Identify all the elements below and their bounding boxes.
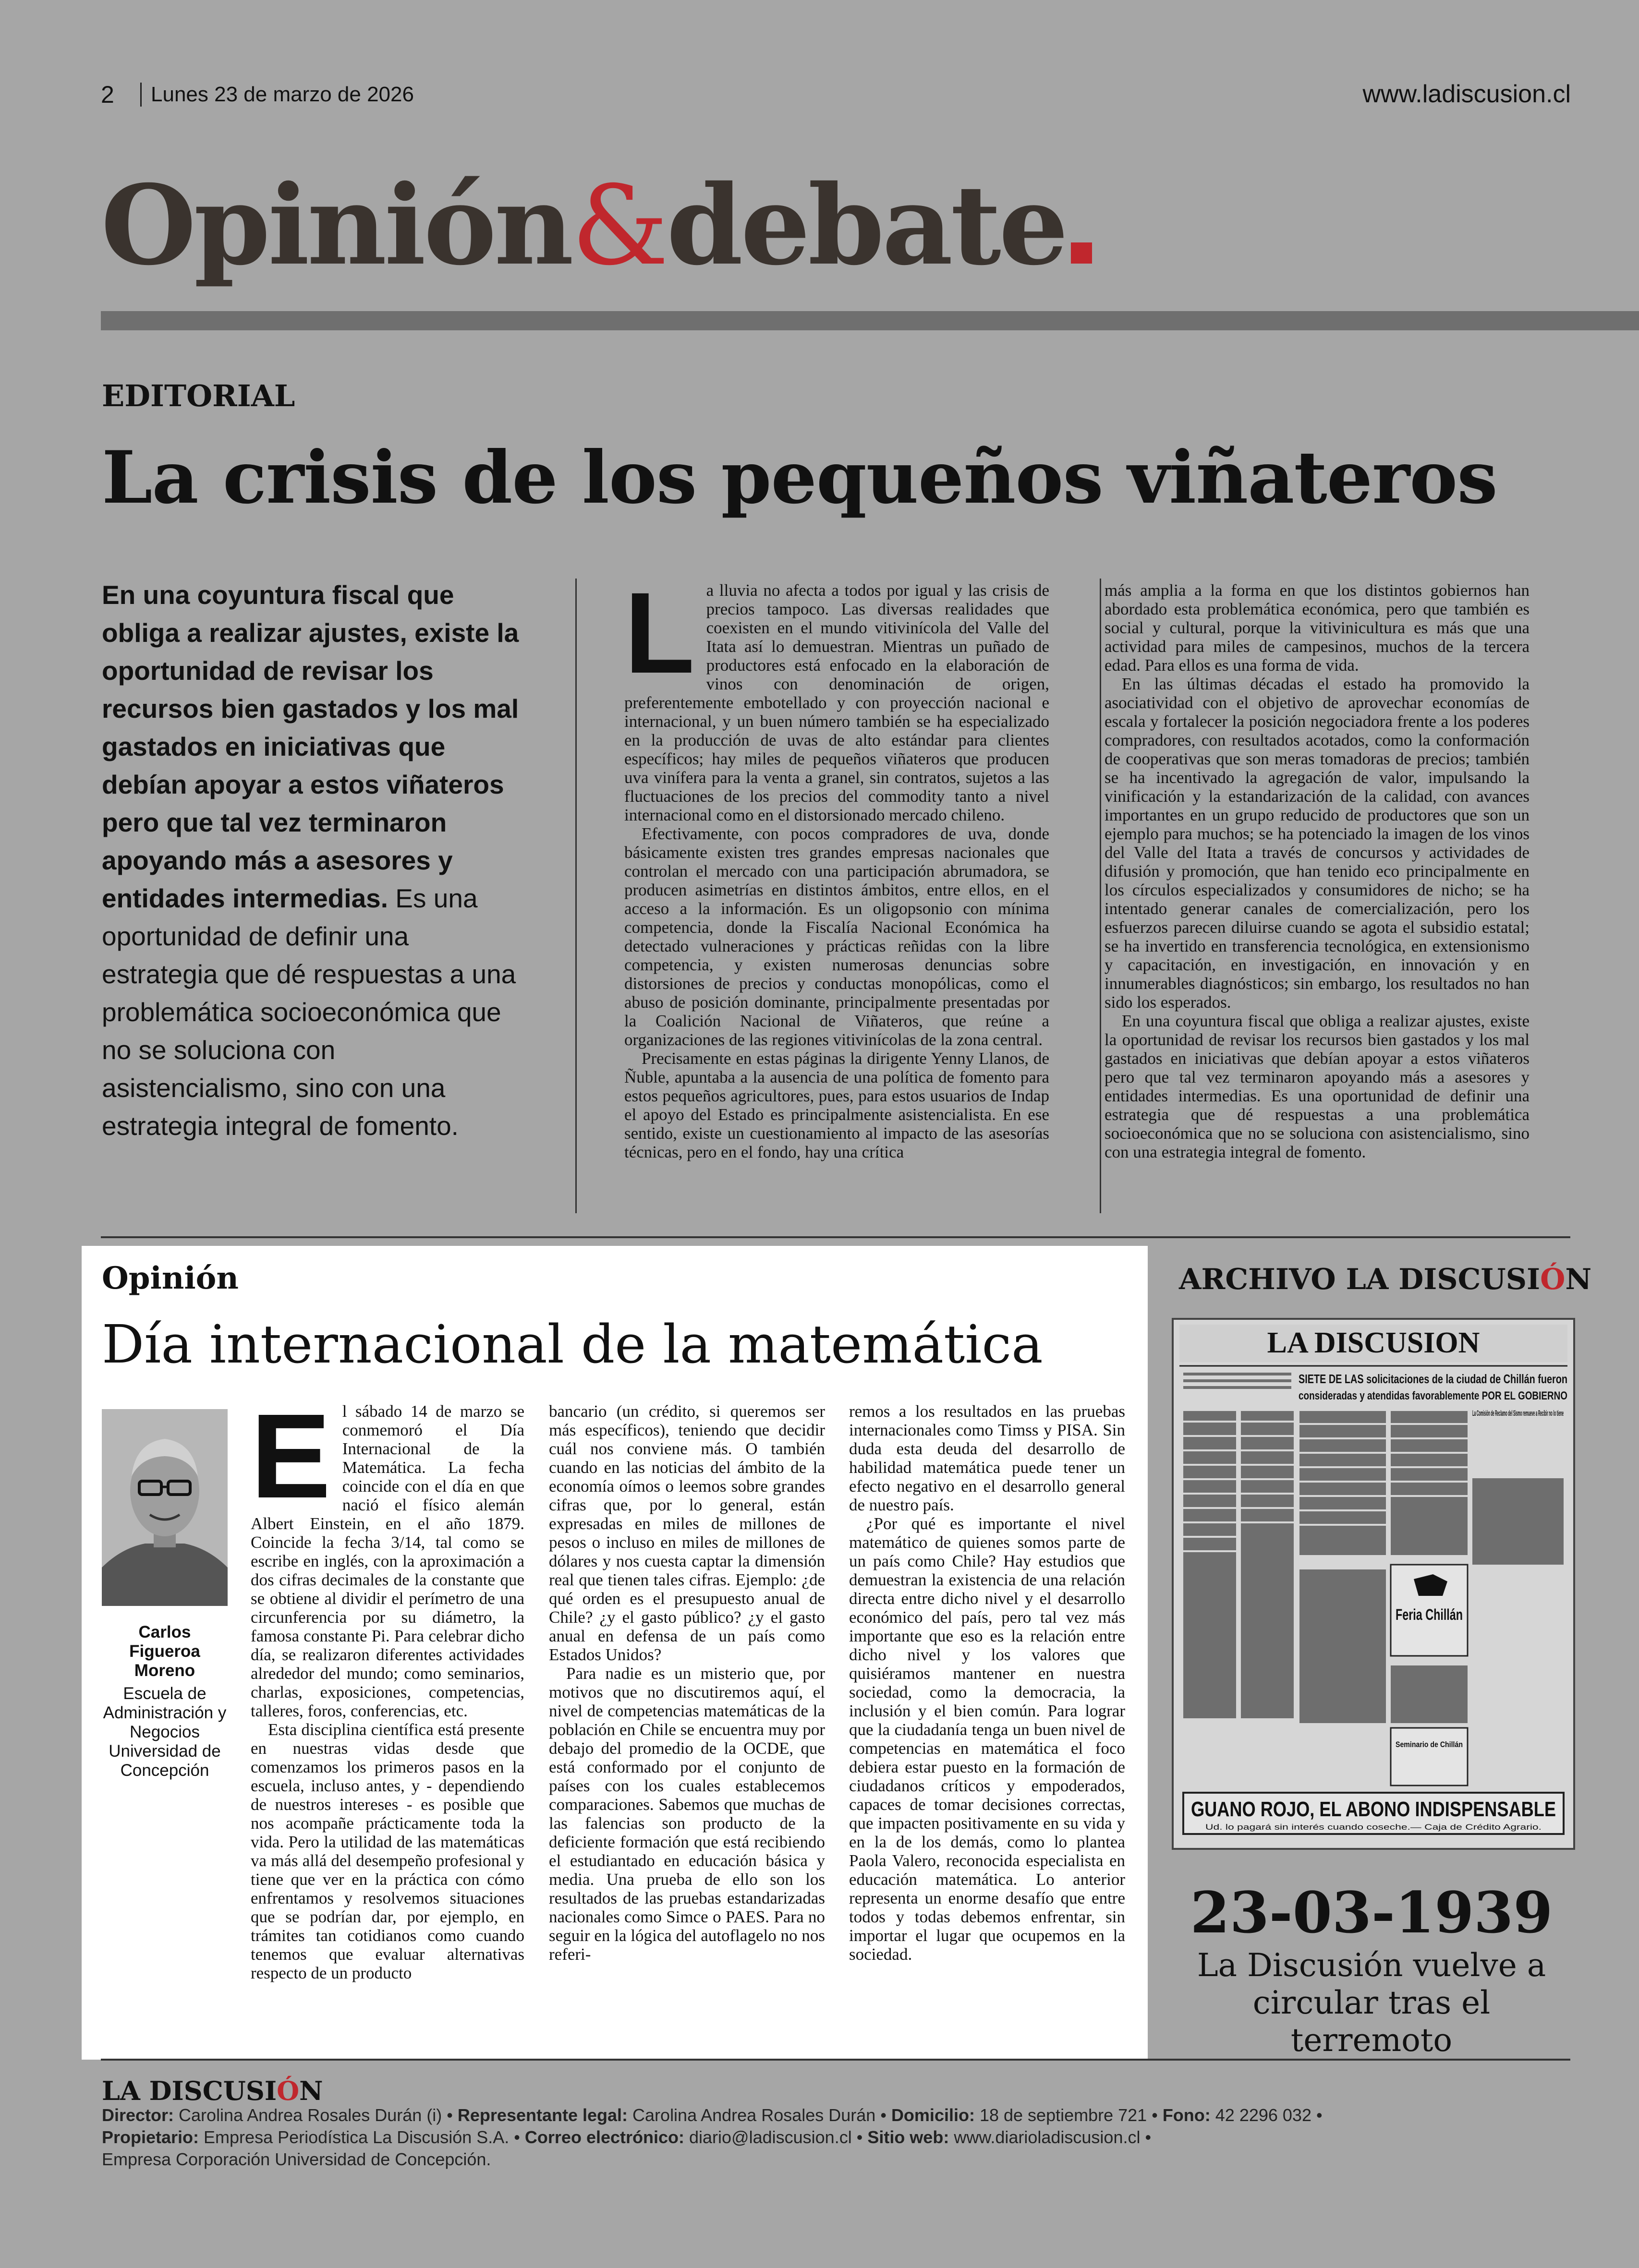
editorial-column-1 (624, 568, 1049, 1224)
archive-date: 23-03-1939 (1190, 1879, 1553, 1946)
paragraph: remos a los resultados en las pruebas internacionales como Timss y PISA. Sin duda esta deuda del desarrollo de habilidad matemática puede tener un efecto negativo en el desarrollo general de nuestro país. (849, 1402, 1125, 1514)
footer-credits (102, 2104, 1581, 2171)
masthead-ampersand: & (571, 162, 667, 290)
column-rule (575, 579, 577, 1213)
footer-logo-text: LA DISCUSI (102, 2075, 277, 2106)
clip-banner: GUANO ROJO, EL ABONO INDISPENSABLE (1191, 1798, 1556, 1821)
paragraph: a lluvia no afecta a todos por igual y las crisis de precios tampoco. Las diversas realidades que coexisten en el mundo vitivinícola del Valle del Itata así lo demuestran. Mientras un puñado de productores está enfocado en la elaboración de vinos con denominación de origen, preferentemente embotellado y con proyección nacional e internacional, y un buen número también se ha especializado en la producción de uvas de alto estándar para clientes específicos; hay miles de pequeños viñateros que producen uva vinífera para la venta a granel, sin contratos, sujetos a las fluctuaciones de los precios del commodity tanto a nivel internacional como en el distorsionado mercado chileno. (624, 581, 1049, 824)
author-portrait-icon (102, 1409, 228, 1606)
paragraph: bancario (un crédito, si queremos ser más específicos), teniendo que decidir cuál nos conviene más. O también cuando en las noticias del ámbito de la economía oímos o leemos sobre grandes cifras que, por lo general, están expresadas en miles de millones de pesos o incluso en miles de millones de dólares y nos cuesta captar la dimensión real que tienen tales cifras. Ejemplo: ¿de qué orden es el presupuesto anual de Chile? ¿y el gasto público? ¿y el gasto anual en defensa de un país como Estados Unidos? (549, 1402, 825, 1664)
opinion-column-1 (251, 1389, 524, 2048)
opinion-column-2 (549, 1402, 825, 2048)
paragraph: En una coyuntura fiscal que obliga a realizar ajustes, existe la oportunidad de revisar los recursos bien gastados y los mal gastados en iniciativas que debían apoyar a estos viñateros pero que tal vez terminaron apoyando más a asesores y entidades intermedias. Es una oportunidad de definir una estrategia que dé respuestas a una problemática socioeconómica que no se soluciona con asistencialismo, sino con una estrategia integral de fomento. (1105, 1012, 1530, 1161)
footer-logo-end: N (299, 2075, 323, 2106)
website-link[interactable]: www.ladiscusion.cl (1362, 80, 1571, 108)
footer-value: 42 2296 032 • (1210, 2105, 1323, 2125)
clip-ad-seminario: Seminario de Chillán (1396, 1740, 1463, 1749)
author-name: Carlos Figueroa Moreno (129, 1623, 200, 1680)
footer-label: Sitio web: (867, 2127, 949, 2147)
clip-headline-2: consideradas y atendidas favorablemente POR EL GOBIERNO (1299, 1389, 1567, 1402)
footer-label: Fono: (1162, 2105, 1211, 2125)
header-divider (140, 83, 142, 107)
section-masthead (101, 161, 1092, 290)
clip-headline-1: SIETE DE LAS solicitaciones de la ciudad de Chillán fueron (1299, 1372, 1567, 1386)
archive-label-accent: Ó (1540, 1263, 1566, 1296)
clip-banner-sub: Ud. lo pagará sin interés cuando coseche.— Caja de Crédito Agrario. (1205, 1822, 1542, 1832)
masthead-word-debate: debate (666, 161, 1066, 290)
footer-logo (102, 2075, 323, 2106)
page-number: 2 (101, 81, 114, 108)
opinion-column-3 (849, 1402, 1125, 2048)
author-photo (102, 1409, 228, 1606)
archive-newspaper-clipping (1172, 1318, 1575, 1850)
footer-line-3: Empresa Corporación Universidad de Concepción. (102, 2149, 491, 2169)
footer-label: Domicilio: (891, 2105, 975, 2125)
editorial-column-2 (1105, 581, 1530, 1224)
footer-label: Director: (102, 2105, 174, 2125)
footer-divider (101, 2059, 1570, 2061)
footer-line-2 (102, 2126, 1581, 2148)
clip-ad-feria: Feria Chillán (1396, 1606, 1463, 1623)
paragraph: En las últimas décadas el estado ha promovido la asociatividad con el objetivo de aprovechar economías de escala y fortalecer la posición negociadora frente a los poderes compradores, con resultados acotados, como la conformación de cooperativas que son meras tomadoras de precios; también se ha incentivado la agregación de valor, impulsando la vinificación y la estandarización de la calidad, con avances importantes en un grupo reducido de productores que son un ejemplo para muchos; se ha potenciado la imagen de los vinos del Valle del Itata a través de concursos y actividades de difusión y promoción, que han tenido eco principalmente en los círculos especializados y consumidores de nicho; se ha intentado generar canales de comercialización, pero los esfuerzos parecen diluirse cuando se agota el subsidio estatal; se ha invertido en transferencia tecnológica, en extensionismo y capacitación, en investigación, en innovación y en innumerables diagnósticos; sin embargo, los resultados no han sido los esperados. (1105, 675, 1530, 1012)
section-divider (101, 1236, 1570, 1238)
editorial-title: La crisis de los pequeños viñateros (102, 435, 1497, 520)
clip-masthead: LA DISCUSION (1267, 1327, 1480, 1359)
footer-value: Carolina Andrea Rosales Durán • (628, 2105, 891, 2125)
editorial-lead-bold: En una coyuntura fiscal que obliga a realizar ajustes, existe la oportunidad de revisar los recursos bien gastados y los mal gastados en iniciativas que debían apoyar a estos viñateros pero que tal vez terminaron apoyando más a asesores y entidades intermedias. (102, 580, 519, 913)
footer-logo-accent: Ó (277, 2075, 300, 2106)
footer-value: Empresa Periodística La Discusión S.A. • (199, 2127, 525, 2147)
footer-value: www.diarioladiscusion.cl • (949, 2127, 1152, 2147)
issue-date: Lunes 23 de marzo de 2026 (151, 83, 414, 106)
footer-value: Carolina Andrea Rosales Durán (i) • (174, 2105, 458, 2125)
author-affiliation: Escuela de Administración y Negocios Universidad de Concepción (103, 1684, 227, 1780)
footer-value: 18 de septiembre 721 • (974, 2105, 1163, 2125)
footer-label: Representante legal: (457, 2105, 628, 2125)
archive-caption: La Discusión vuelve a circular tras el terremoto (1197, 1947, 1546, 2059)
editorial-kicker: EDITORIAL (102, 378, 295, 413)
editorial-lead-rest: Es una oportunidad de definir una estrategia que dé respuestas a una problemática socioeconómica que no se soluciona con asistencialismo, sino con una estrategia integral de fomento. (102, 883, 516, 1141)
opinion-title: Día internacional de la matemática (102, 1314, 1043, 1375)
masthead-word-opinion: Opinión (101, 161, 571, 290)
paragraph: Para nadie es un misterio que, por motivos que no discutiremos aquí, el nivel de competencias matemáticas de la población en Chile se encuentra muy por debajo del promedio de la OCDE, que está conformado por el conjunto de países con los cuales establecemos comparaciones. Sabemos que muchas de las falencias son producto de la deficiente formación que está recibiendo el estudiantado en educación básica y media. Una prueba de ello son los resultados de las pruebas estandarizadas nacionales como Simce o PAES. Para no seguir en la lógica del autoflagelo no nos referi- (549, 1664, 825, 1964)
archive-label (1179, 1263, 1592, 1296)
editorial-drop-cap: L (624, 568, 695, 697)
paragraph: Efectivamente, con pocos compradores de uva, donde básicamente existen tres grandes empresas nacionales que controlan el mercado con una participación abrumadora, se producen asimetrías en distintos ámbitos, entre ellos, en el acceso a la información. Es un oligopsonio con mínima competencia, donde la Fiscalía Nacional Económica ha detectado vulneraciones y prácticas reñidas con la libre competencia, y existen numerosas denuncias sobre distorsiones de precios y conductas monopólicas, como el abuso de posición dominante, principalmente presentadas por la Coalición Nacional de Viñateros, que reúne a organizaciones de las regiones vitivinícolas de la zona central. (624, 824, 1049, 1049)
opinion-drop-cap: E (251, 1389, 331, 1523)
masthead-bar (101, 311, 1639, 330)
newspaper-clipping-image (1174, 1320, 1573, 1848)
footer-line-1 (102, 2104, 1581, 2126)
column-rule (1100, 579, 1101, 1213)
opinion-kicker: Opinión (102, 1260, 239, 1296)
paragraph: Esta disciplina científica está presente en nuestras vidas desde que comenzamos los primeros pasos en la escuela, incluso antes, y - dependiendo de nuestros intereses - es posible que nos acompañe prácticamente toda la vida. Pero la utilidad de las matemáticas va más allá del desempeño profesional y tiene que ver en la práctica con cómo enfrentamos y resolvemos situaciones que se podrían dar, por ejemplo, en trámites tan cotidianos como cuando tenemos que evaluar alternativas respecto de un producto (251, 1720, 524, 1982)
archive-label-end: N (1565, 1263, 1592, 1296)
footer-value: diario@ladiscusion.cl • (684, 2127, 868, 2147)
footer-label: Propietario: (102, 2127, 199, 2147)
paragraph: más amplia a la forma en que los distintos gobiernos han abordado esta problemática económica, pero que también es social y cultural, porque la vitivinicultura es más que una actividad para miles de campesinos, muchos de la tercera edad. Para ellos es una forma de vida. (1105, 581, 1530, 675)
editorial-lead (102, 576, 520, 1145)
masthead-red-dot (1071, 242, 1092, 264)
footer-label: Correo electrónico: (524, 2127, 684, 2147)
clip-side-heading: La Comisión de Reclamo del Sismo remueve a Recibir no lo tiene (1472, 1409, 1564, 1418)
paragraph: ¿Por qué es importante el nivel matemático de quienes somos parte de un país como Chile? Hay estudios que demuestran la existencia de una relación directa entre dicho nivel y el desarrollo económico del país, pero tal vez más importante que eso es la relación entre dicho nivel y los valores que quisiéramos mantener en nuestra sociedad, como la democracia, la inclusión y el bien común. Para lograr que la ciudadanía tenga un buen nivel de competencias en matemática el foco debiera estar puesto en la formación de ciudadanos críticos y empoderados, capaces de tomar decisiones correctas, que impacten positivamente en su vida y en la de los demás, como lo plantea Paola Valero, reconocida especialista en educación matemática. Lo anterior representa un enorme desafío que entre todos y todas debemos enfrentar, sin importar el lugar que ocupemos en la sociedad. (849, 1514, 1125, 1964)
paragraph: Precisamente en estas páginas la dirigente Yenny Llanos, de Ñuble, apuntaba a la ausencia de una política de fomento para estos pequeños agricultores, pues, para estos usuarios de Indap el apoyo del Estado es principalmente asistencialista. En ese sentido, existe un cuestionamiento al impacto de las asesorías técnicas, pero en el fondo, hay una crítica (624, 1049, 1049, 1161)
paragraph: l sábado 14 de marzo se conmemoró el Día Internacional de la Matemática. La fecha coincide con el día en que nació el físico alemán Albert Einstein, en el año 1879. Coincide la fecha 3/14, tal como se escribe en inglés, con la aproximación a dos cifras decimales de la constante que se obtiene al dividir el perímetro de una circunferencia por su diámetro, la famosa constante Pi. Para celebrar dicho día, se realizaron diferentes actividades alrededor del mundo; como seminarios, charlas, exposiciones, competencias, talleres, foros, conferencias, etc. (251, 1402, 524, 1720)
archive-label-text: ARCHIVO LA DISCUSI (1179, 1263, 1541, 1296)
